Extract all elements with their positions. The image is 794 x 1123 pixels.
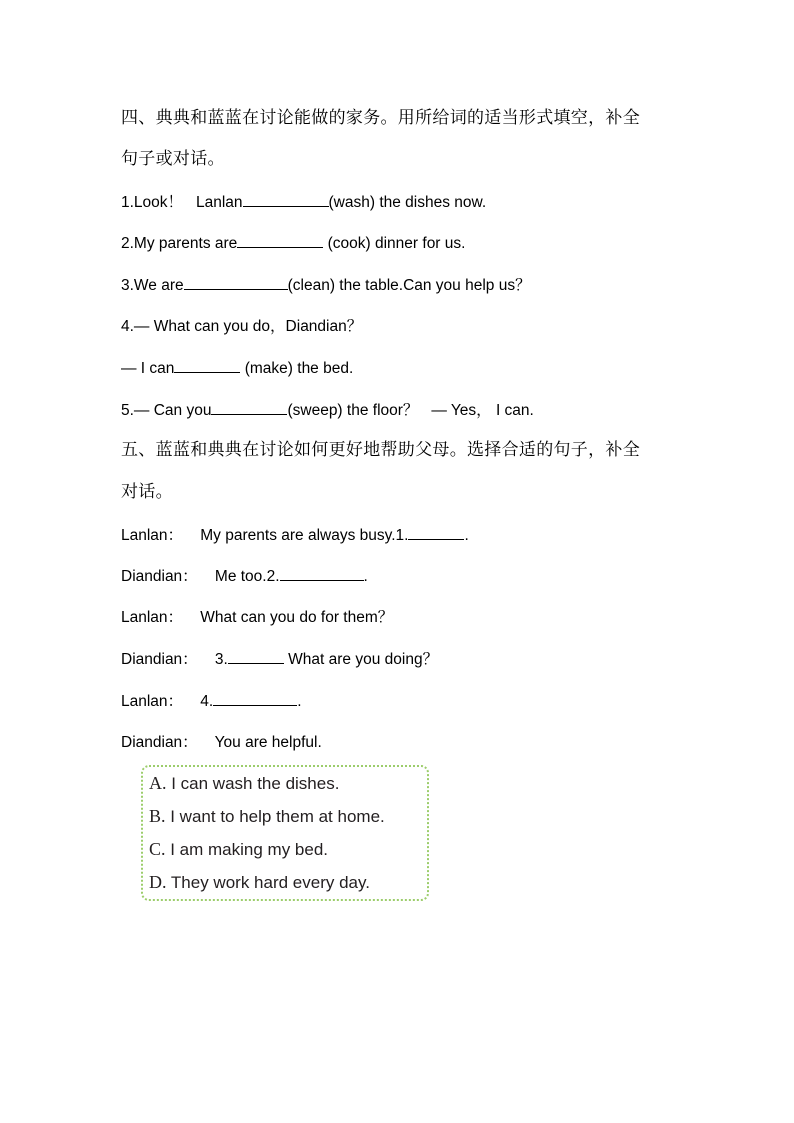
- answer-blank-1[interactable]: [243, 192, 329, 207]
- option-a: [149, 773, 339, 794]
- question-2: [121, 233, 465, 254]
- question-4-prefix: — I can: [121, 360, 175, 377]
- option-d-text: They work hard every day.: [166, 873, 370, 892]
- dialogue-blank-4[interactable]: [213, 691, 297, 706]
- section-4-title-line-1: 四、典典和蓝蓝在讨论能做的家务。用所给词的适当形式填空，补全: [121, 108, 640, 128]
- question-1: [121, 192, 486, 213]
- question-4-line-1: 4.— What can you do，Diandian？: [121, 318, 363, 335]
- answer-blank-2[interactable]: [237, 233, 323, 248]
- dialogue-line-3: Lanlan： What can you do for them？: [121, 609, 394, 626]
- options-box: [141, 765, 429, 901]
- dialogue-4-prefix: Diandian： 3.: [121, 651, 228, 668]
- question-5: [121, 400, 534, 421]
- option-d-letter: D.: [149, 872, 167, 892]
- dialogue-4-suffix: What are you doing？: [283, 651, 439, 668]
- dialogue-blank-3[interactable]: [228, 649, 284, 664]
- dialogue-2-prefix: Diandian： Me too.2.: [121, 568, 280, 585]
- question-2-suffix: (cook) dinner for us.: [323, 235, 466, 252]
- option-c: [149, 839, 328, 860]
- option-b-text: I want to help them at home.: [165, 807, 385, 826]
- dialogue-5-suffix: .: [297, 693, 302, 710]
- dialogue-1-suffix: .: [464, 527, 469, 544]
- answer-blank-4[interactable]: [174, 358, 240, 373]
- option-b-letter: B.: [149, 806, 166, 826]
- dialogue-blank-2[interactable]: [280, 566, 364, 581]
- question-3: [121, 275, 531, 296]
- option-d: [149, 872, 370, 893]
- section-5-title-line-1: 五、蓝蓝和典典在讨论如何更好地帮助父母。选择合适的句子，补全: [121, 440, 640, 460]
- dialogue-line-1: [121, 525, 469, 546]
- option-a-letter: A.: [149, 773, 167, 793]
- answer-blank-3[interactable]: [184, 275, 288, 290]
- section-4-title-line-2: 句子或对话。: [121, 149, 225, 169]
- dialogue-line-6: Diandian： You are helpful.: [121, 734, 322, 751]
- question-4-suffix: (make) the bed.: [240, 360, 354, 377]
- dialogue-line-5: [121, 691, 302, 712]
- question-3-suffix: (clean) the table.Can you help us？: [287, 277, 531, 294]
- dialogue-line-4: [121, 649, 438, 670]
- question-2-prefix: 2.My parents are: [121, 235, 238, 252]
- question-1-prefix: 1.Look！ Lanlan: [121, 194, 243, 211]
- option-a-text: I can wash the dishes.: [166, 774, 340, 793]
- option-c-letter: C.: [149, 839, 166, 859]
- section-5-title-line-2: 对话。: [121, 482, 173, 502]
- option-c-text: I am making my bed.: [165, 840, 329, 859]
- dialogue-line-2: [121, 566, 368, 587]
- question-4-line-2: [121, 358, 353, 379]
- dialogue-1-prefix: Lanlan： My parents are always busy.1.: [121, 527, 409, 544]
- question-5-suffix: (sweep) the floor？ — Yes， I can.: [287, 402, 534, 419]
- question-1-suffix: (wash) the dishes now.: [328, 194, 487, 211]
- dialogue-2-suffix: .: [363, 568, 368, 585]
- dialogue-5-prefix: Lanlan： 4.: [121, 693, 214, 710]
- question-3-prefix: 3.We are: [121, 277, 184, 294]
- dialogue-blank-1[interactable]: [408, 525, 464, 540]
- answer-blank-5[interactable]: [211, 400, 287, 415]
- option-b: [149, 806, 385, 827]
- question-5-prefix: 5.— Can you: [121, 402, 212, 419]
